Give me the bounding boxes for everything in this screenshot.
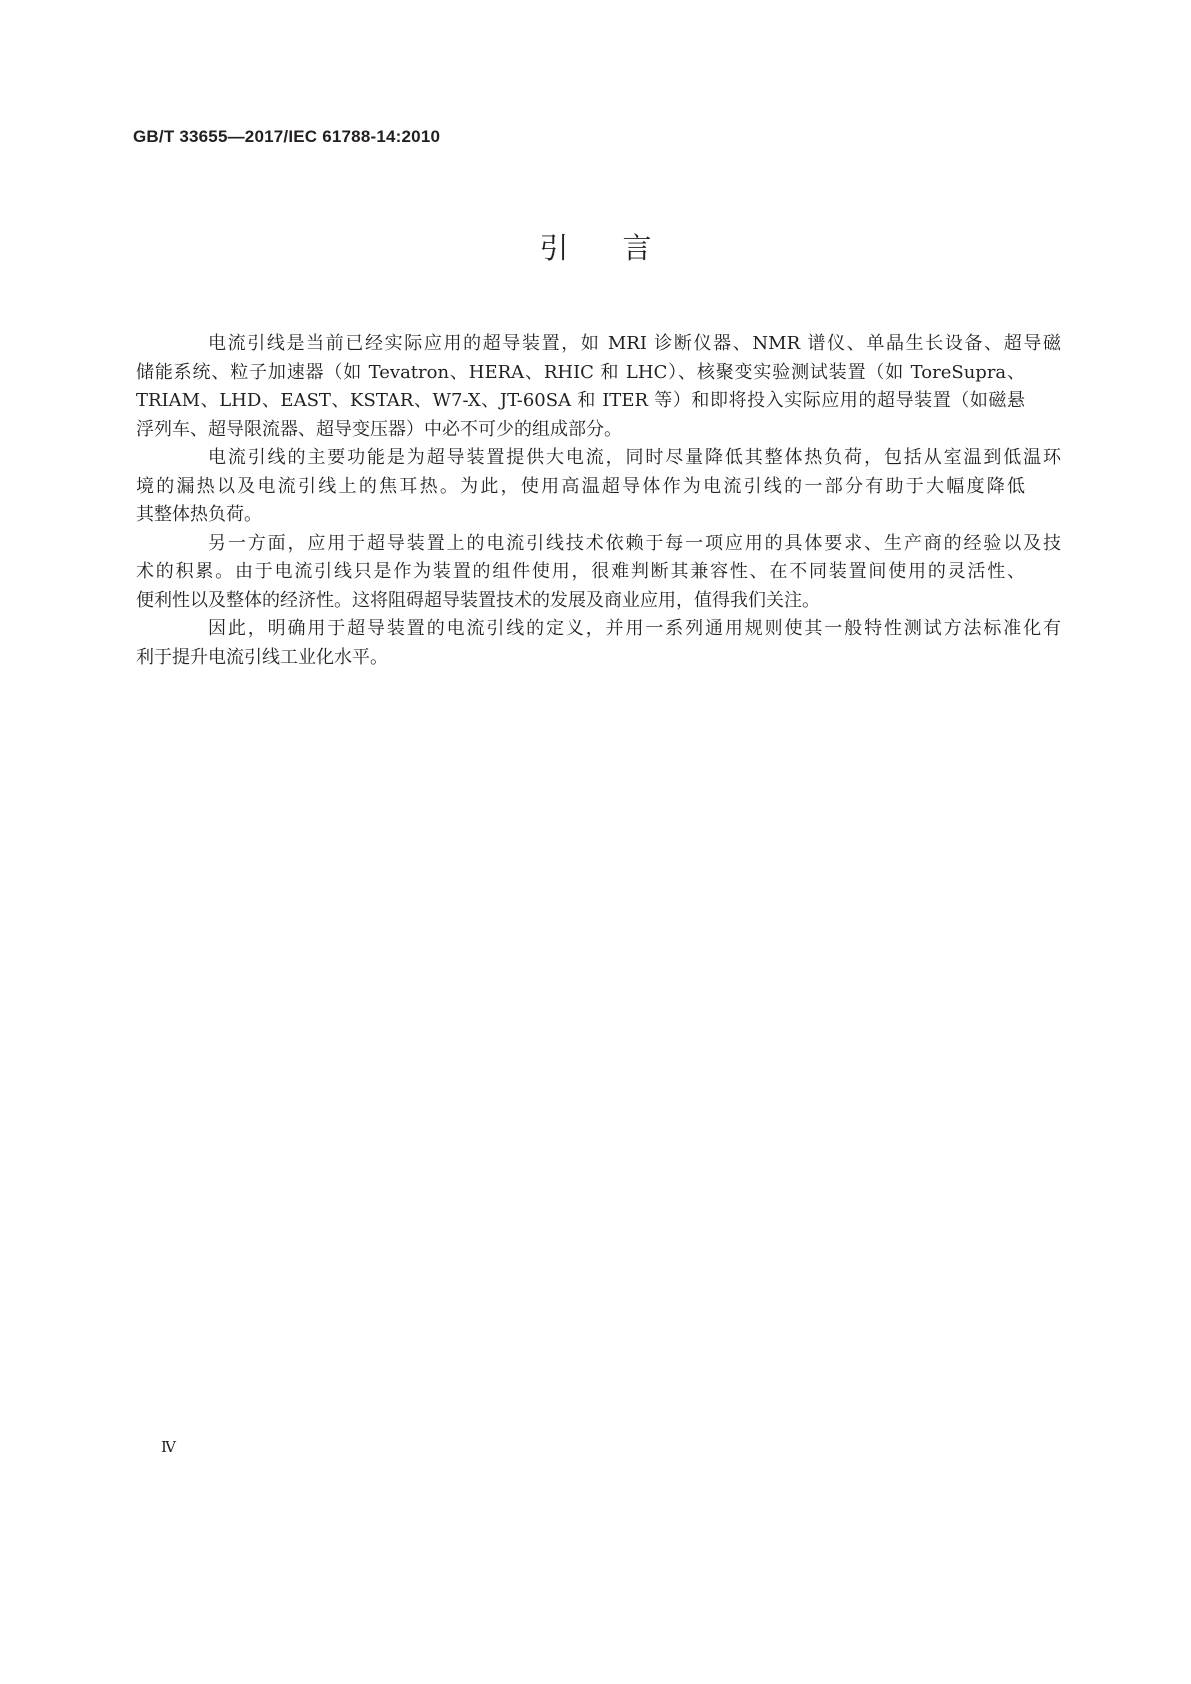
text-line: 利于提升电流引线工业化水平。 — [136, 646, 388, 668]
text-line: 另一方面，应用于超导装置上的电流引线技术依赖于每一项应用的具体要求、生产商的经验以及技 — [208, 532, 1061, 554]
paragraph-3 — [136, 530, 1061, 616]
page-number: Ⅳ — [161, 1440, 176, 1456]
paragraph-2 — [136, 444, 1061, 530]
introduction-body — [136, 330, 1061, 672]
text-line: 电流引线是当前已经实际应用的超导装置，如 MRI 诊断仪器、NMR 谱仪、单晶生长设备、超导磁 — [208, 333, 1061, 354]
text-line: 浮列车、超导限流器、超导变压器）中必不可少的组成部分。 — [136, 418, 622, 440]
text-line: 便利性以及整体的经济性。这将阻碍超导装置技术的发展及商业应用，值得我们关注。 — [136, 589, 820, 611]
text-line: TRIAM、LHD、EAST、KSTAR、W7-X、JT-60SA 和 ITER 等）和即将投入实际应用的超导装置（如磁悬 — [136, 390, 1025, 411]
standard-number-header: GB/T 33655—2017/IEC 61788-14:2010 — [133, 127, 441, 146]
paragraph-1 — [136, 330, 1061, 444]
text-line: 因此，明确用于超导装置的电流引线的定义，并用一系列通用规则使其一般特性测试方法标准化有 — [208, 618, 1061, 639]
page-title: 引言 — [539, 231, 706, 265]
text-line: 储能系统、粒子加速器（如 Tevatron、HERA、RHIC 和 LHC）、核聚变实验测试装置（如 ToreSupra、 — [136, 361, 1025, 383]
text-line: 境的漏热以及电流引线上的焦耳热。为此，使用高温超导体作为电流引线的一部分有助于大幅度降低 — [136, 475, 1025, 497]
paragraph-4 — [136, 615, 1061, 672]
text-line: 电流引线的主要功能是为超导装置提供大电流，同时尽量降低其整体热负荷，包括从室温到低温环 — [208, 447, 1061, 468]
text-line: 其整体热负荷。 — [136, 504, 262, 525]
text-line: 术的积累。由于电流引线只是作为装置的组件使用，很难判断其兼容性、在不同装置间使用的灵活性、 — [136, 561, 1025, 582]
